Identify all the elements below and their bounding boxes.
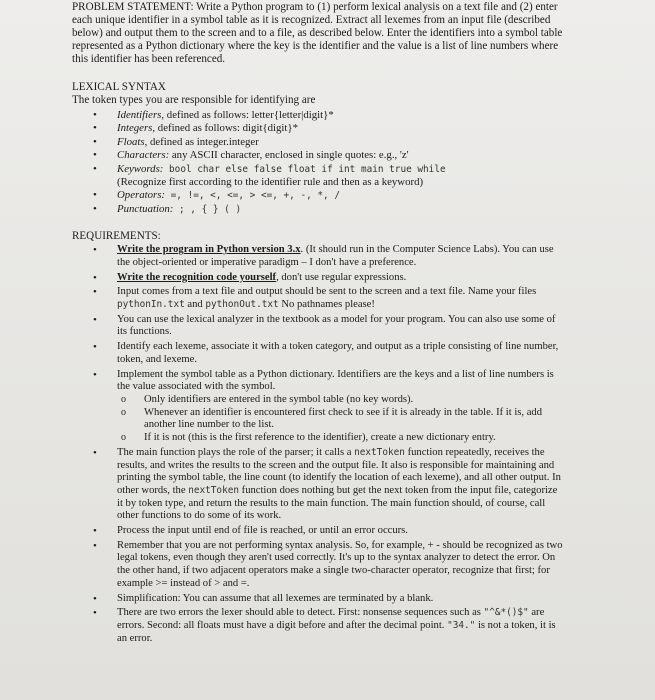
- lexical-syntax-subtitle: The token types you are responsible for identifying are: [72, 94, 316, 106]
- requirement-simplification: • Simplification: You can assume that all lexemes are terminated by a blank.: [117, 593, 565, 606]
- requirement-identify-lexeme: • Identify each lexeme, associate it with a token category, and output as a triple consisting of line number, token, and lexeme.: [117, 341, 565, 366]
- problem-statement-heading: PROBLEM STATEMENT:: [72, 1, 194, 13]
- symbol-table-subitem: o Whenever an identifier is encountered first check to see if it is already in the table. If it is, add another line number to the list.: [144, 407, 562, 432]
- token-integers: • Integers, defined as follows: digit{digit}*: [117, 122, 537, 135]
- symbol-table-subitem: o If it is not (this is the first reference to the identifier), create a new dictionary entry.: [144, 432, 562, 445]
- requirement-textbook-model: • You can use the lexical analyzer in the textbook as a model for your program. You can also use some of its functions.: [117, 314, 565, 339]
- lexical-syntax-title: LEXICAL SYNTAX: [72, 81, 166, 93]
- symbol-table-subitem: o Only identifiers are entered in the symbol table (no key words).: [144, 394, 562, 407]
- requirement-process-input: • Process the input until end of file is reached, or until an error occurs.: [117, 525, 565, 538]
- requirement-python-version: • Write the program in Python version 3.x. (It should run in the Computer Science Labs). You can use the object-oriented or imperative paradigm – I don't have a preference.: [117, 244, 565, 269]
- problem-statement-body: Write a Python program to (1) perform lexical analysis on a text file and (2) enter each unique identifier in a symbol table as it is recognized. Extract all lexemes from an input file (described below) and output them to the screen and to a file, as described below. Enter the identifiers into a symbol table represented as a Python dictionary where the key is the identifier and the value is a list of line numbers where this identifier has been referenced.: [72, 1, 563, 65]
- requirement-own-code: • Write the recognition code yourself, don't use regular expressions.: [117, 272, 565, 285]
- token-operators: • Operators: =, !=, <, <=, > <=, +, -, *, /: [117, 189, 537, 202]
- requirement-symbol-table: • Implement the symbol table as a Python dictionary. Identifiers are the keys and a list of line numbers is the value associated with the symbol. o Only identifiers are entered in the symbol table (no key words). o Whenever an identifier is encountered first check to see if it is already in the table. If it is, add another line number to the list. o If it is not (this is the first reference to the identifier), create a new dictionary entry.: [117, 369, 565, 445]
- requirement-main-function: • The main function plays the role of the parser; it calls a nextToken function repeatedly, receives the results, and writes the results to the screen and the output file. It also is responsible for maintaining and printing the symbol table, the line count (to identify the location of each lexeme), and all other output. In other words, the nextToken function does nothing but get the next token from the input file, categorize it by token type, and return the results to the main function. The main function should, of course, call other functions to do some of its work.: [117, 447, 565, 523]
- token-characters: • Characters: any ASCII character, enclosed in single quotes: e.g., 'z': [117, 149, 537, 162]
- symbol-table-sublist: [117, 394, 565, 445]
- problem-statement: [72, 1, 568, 66]
- requirement-errors: • There are two errors the lexer should able to detect. First: nonsense sequences such as "^&*()$" are errors. Second: all floats must have a digit before and after the decimal point. "34." is not a token, it is an error.: [117, 607, 565, 645]
- token-keywords: • Keywords: bool char else false float if int main true while (Recognize first according to the identifier rule and then as a keyword): [117, 163, 537, 190]
- token-type-list: [0, 109, 655, 216]
- requirement-no-syntax-analysis: • Remember that you are not performing syntax analysis. So, for example, + - should be recognized as two legal tokens, even though they aren't used correctly. It's up to the syntax analyzer to detect the error. On the other hand, if two adjacent operators make a single two-character operator, recognize that first; for example >= instead of > and =.: [117, 540, 565, 591]
- requirement-io-files: • Input comes from a text file and output should be sent to the screen and a text file. Name your files pythonIn.txt and pythonOut.txt No pathnames please!: [117, 286, 565, 311]
- token-identifiers: • Identifiers, defined as follows: letter{letter|digit}*: [117, 109, 537, 122]
- token-punctuation: • Punctuation: ; , { } ( ): [117, 203, 537, 216]
- token-floats: • Floats, defined as integer.integer: [117, 136, 537, 149]
- requirements-title: REQUIREMENTS:: [72, 230, 161, 243]
- requirements-list: [0, 244, 655, 645]
